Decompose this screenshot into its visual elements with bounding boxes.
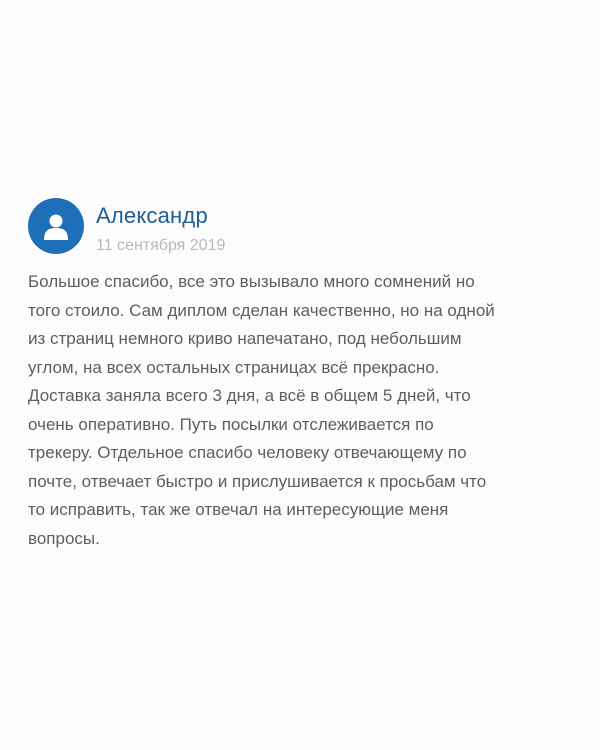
review-text-line: трекеру. Отдельное спасибо человеку отвечающему по: [28, 443, 467, 462]
review-card: [28, 198, 588, 553]
review-text-line: Доставка заняла всего 3 дня, а всё в общем 5 дней, что: [28, 386, 471, 405]
review-date: 11 сентября 2019: [96, 237, 226, 254]
review-meta: [96, 198, 225, 256]
review-text: [28, 268, 583, 553]
review-text-line: очень оперативно. Путь посылки отслеживается по: [28, 414, 434, 434]
review-text-line: Большое спасибо, все это вызывало много сомнений но: [28, 272, 475, 291]
review-text-line: вопросы.: [28, 528, 100, 548]
review-text-line: того стоило. Сам диплом сделан качественно, но на одной: [28, 300, 495, 320]
user-icon: [40, 210, 72, 242]
review-header: [28, 198, 588, 256]
review-text-line: из страниц немного криво напечатано, под небольшим: [28, 329, 462, 348]
review-text-line: почте, отвечает быстро и прислушивается к просьбам что: [28, 471, 487, 491]
review-text-line: то исправить, так же отвечал на интересующие меня: [28, 500, 449, 519]
review-text-line: углом, на всех остальных страницах всё прекрасно.: [28, 357, 440, 377]
avatar: [28, 198, 84, 254]
review-author: Александр: [96, 203, 208, 228]
